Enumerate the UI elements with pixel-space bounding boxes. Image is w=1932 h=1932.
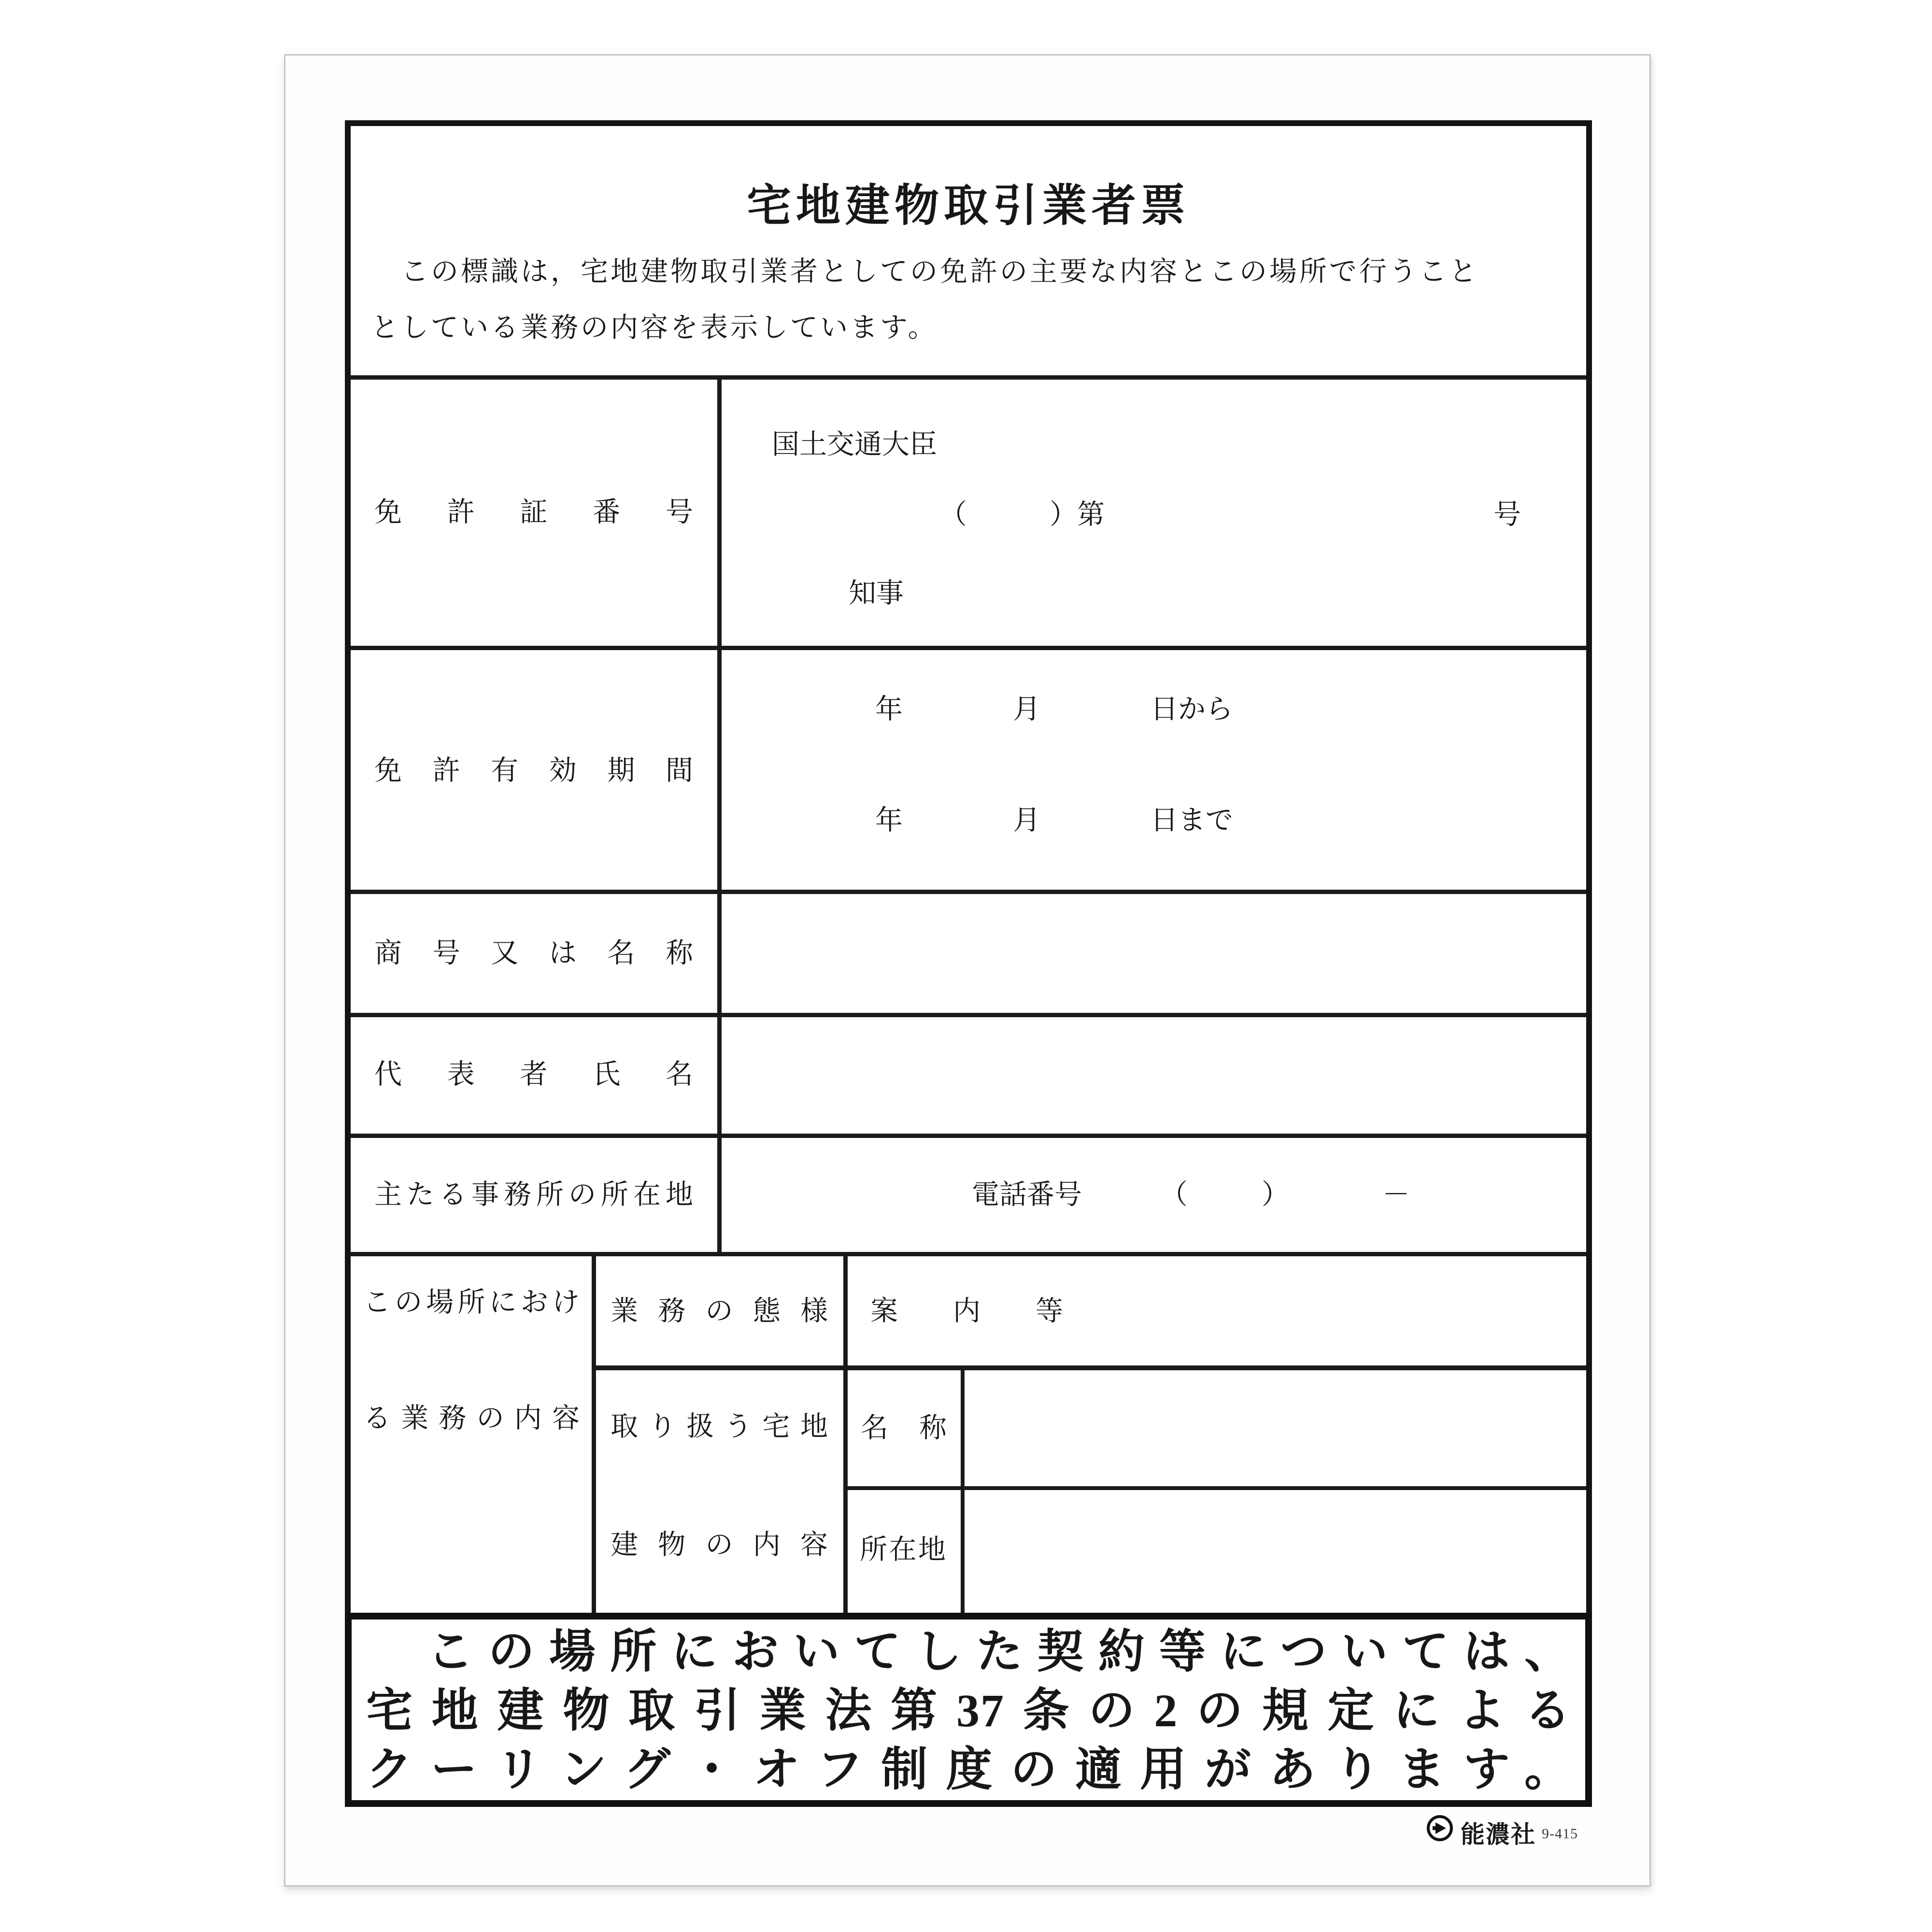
license-minister-text: 国土交通大臣 bbox=[772, 429, 937, 460]
grid-line bbox=[961, 1367, 965, 1613]
license-governor-text: 知事 bbox=[849, 578, 904, 609]
property-address-label: 所在地 bbox=[860, 1534, 946, 1565]
property-name-label: 名称 bbox=[861, 1413, 947, 1443]
business-section-label-line1: この場所におけ bbox=[363, 1287, 580, 1318]
business-section-label-line2: る業務の内容 bbox=[363, 1403, 580, 1434]
grid-line bbox=[717, 377, 722, 1254]
grid-line bbox=[592, 1254, 596, 1613]
product-code-text: 9-415 bbox=[1542, 1826, 1578, 1842]
license-number-suffix-text: 号 bbox=[1493, 499, 1521, 530]
grid-line bbox=[843, 1254, 848, 1613]
office-address-label: 主たる事務所の所在地 bbox=[374, 1179, 693, 1210]
sign-title: 宅地建物取引業者票 bbox=[746, 181, 1190, 230]
grid-line bbox=[351, 1013, 1586, 1017]
grid-line bbox=[351, 646, 1586, 650]
sign-description-line1: この標識は，宅地建物取引業者としての免許の主要な内容とこの場所で行うこと bbox=[371, 256, 1479, 287]
business-mode-value: 案 内 等 bbox=[870, 1296, 1063, 1326]
grid-line bbox=[351, 1134, 1586, 1138]
grid-line bbox=[351, 375, 1586, 380]
validity-from-text: 年 月 日から bbox=[875, 694, 1233, 724]
grid-line bbox=[351, 890, 1586, 894]
sign-description-line2: としている業務の内容を表示しています。 bbox=[371, 313, 938, 343]
phone-dash: － bbox=[1382, 1179, 1410, 1210]
business-mode-label: 業務の態様 bbox=[611, 1296, 828, 1326]
cooling-off-line2: 宅地建物取引業法第37条の2の規定による bbox=[366, 1685, 1572, 1736]
handled-property-label-line2: 建物の内容 bbox=[611, 1530, 828, 1560]
grid-line bbox=[351, 1252, 1586, 1256]
license-paren-dai-text: （ ）第 bbox=[939, 499, 1105, 530]
maker-name-text: 能濃社 bbox=[1461, 1821, 1536, 1848]
validity-period-label: 免許有効期間 bbox=[374, 755, 693, 786]
grid-line bbox=[845, 1486, 1586, 1490]
trade-name-label: 商号又は名称 bbox=[374, 938, 693, 968]
cooling-off-line1: この場所においてした契約等については、 bbox=[366, 1626, 1572, 1677]
representative-label: 代表者氏名 bbox=[374, 1059, 693, 1090]
phone-label-text: 電話番号 bbox=[972, 1179, 1082, 1210]
phone-open-paren: （ bbox=[1160, 1179, 1188, 1210]
main-table-frame bbox=[345, 120, 1592, 1619]
license-number-label: 免許証番号 bbox=[374, 497, 693, 527]
phone-close-paren: ） bbox=[1262, 1179, 1289, 1210]
validity-to-text: 年 月 日まで bbox=[875, 805, 1233, 836]
cooling-off-line3: クーリング・オフ制度の適用があります。 bbox=[366, 1744, 1572, 1795]
handled-property-label-line1: 取り扱う宅地 bbox=[611, 1411, 828, 1442]
grid-line bbox=[594, 1365, 1586, 1370]
maker-logo-icon bbox=[1426, 1814, 1454, 1842]
